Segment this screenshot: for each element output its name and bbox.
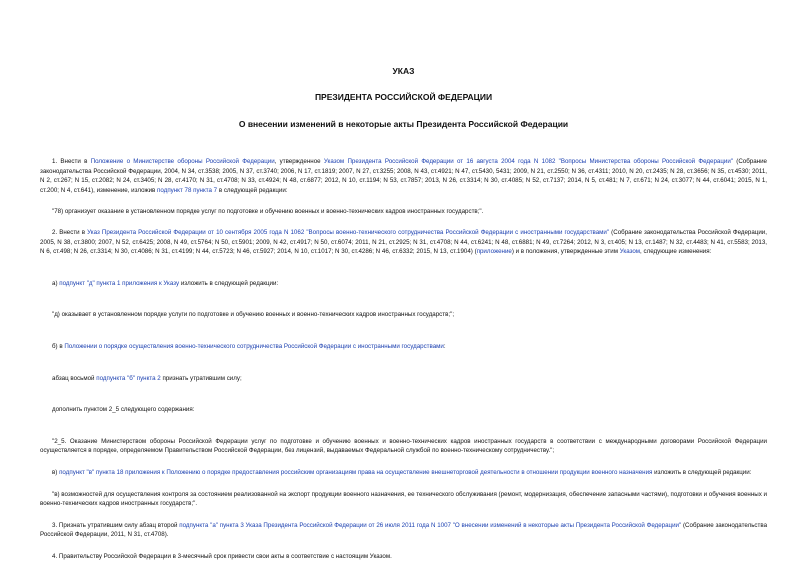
link-decree-1062[interactable]: Указ Президента Российской Федерации от 10 сентября 2005 года N 1062 "Вопросы военно-технического сотрудничества Российской Федерации с иностранными государствами"	[87, 228, 610, 236]
paragraph-13: 4. Правительству Российской Федерации в 3-месячный срок привести свои акты в соответствие с настоящим Указом.	[52, 552, 392, 560]
link-subparagraph-78[interactable]: подпункт 78 пункта 7	[157, 186, 218, 194]
link-subparagraph-v[interactable]: подпункт "в" пункта 18 приложения к Положению о порядке предоставления российским организациям права на осуществление внешнеторговой деятельности в отношении продукции военного назначения	[59, 468, 653, 476]
paragraph-7: абзац восьмой подпункта "б" пункта 2 признать утратившим силу;	[52, 374, 242, 382]
paragraph-12: 3. Признать утратившим силу абзац второй подпункта "а" пункта 3 Указа Президента Российской Федерации от 26 июля 2011 года N 1007 "О внесении изменений в некоторые акты Президента Российской Федерации" (Собрание законодательства Российской Федерации, 2011, N 31, ст.4708).	[40, 521, 768, 539]
doc-issuer: ПРЕЗИДЕНТА РОССИЙСКОЙ ФЕДЕРАЦИИ	[314, 92, 493, 102]
doc-title: УКАЗ	[392, 66, 415, 76]
paragraph-2: "78) организует оказание в установленном порядке услуг по подготовке и обучению военных и военно-технических кадров иностранных государств;".	[52, 208, 484, 216]
paragraph-10: в) подпункт "в" пункта 18 приложения к Положению о порядке предоставления российским организациям права на осуществление внешнеторговой деятельности в отношении продукции военного назначения изложить в следующей редакции:	[52, 468, 752, 476]
link-defense-ministry-regulation[interactable]: Положение о Министерстве обороны Российской Федерации	[90, 158, 275, 165]
paragraph-1: 1. Внести в Положение о Министерстве обороны Российской Федерации, утвержденное Указом Президента Российской Федерации от 16 августа 2004 года N 1082 "Вопросы Министерства обороны Российской Федерации" (Собрание законодательства Российской Федерации, 2004, N 34, ст.3538; 2005, N 37, ст.3740; 2006, N 17, ст.1819; 2007, N 27, ст.3255; 2008, N 43, ст.4921; N 47, ст.5430, 5431; 2009, N 21, ст.2550; N 36, ст.4311; 2010, N 20, ст.2435; N 28, ст.3656; N 35, ст.4530; 2011, N 2, ст.267; N 15, ст.2082; N 24, ст.3405; N 28, ст.4170; N 31, ст.4708; N 33, ст.4924; N 48, ст.6877; 2012, N 10, ст.1194; N 53, ст.7857; 2013, N 26, ст.3314; N 30, ст.4085; N 52, ст.7137; 2014, N 5, ст.481; N 7, ст.671; N 24, ст.3077; N 44, ст.6041; 2015, N 1, ст.200; N 4, ст.641), изменение, изложив подпункт 78 пункта 7 в следующей редакции:	[40, 158, 767, 194]
link-decree-1007[interactable]: подпункта "а" пункта 3 Указа Президента Российской Федерации от 26 июля 2011 года N 1007 "О внесении изменений в некоторые акты Президента Российской Федерации"	[179, 521, 682, 529]
doc-subtitle: О внесении изменений в некоторые акты Президента Российской Федерации	[238, 119, 569, 129]
link-subparagraph-b[interactable]: подпункта "б" пункта 2	[96, 374, 161, 382]
paragraph-9: "2_5. Оказание Министерством обороны Российской Федерации услуг по подготовке и обучению военных и военно-технических кадров иностранных государств в соответствии с международными договорами Российской Федерации осуществляется в порядке, определяемом Правительством Российской Федерации, без лицензий, выдаваемых Федеральной службой по военно-техническому сотрудничеству.";	[40, 437, 767, 455]
paragraph-3: 2. Внести в Указ Президента Российской Федерации от 10 сентября 2005 года N 1062 "Вопросы военно-технического сотрудничества Российской Федерации с иностранными государствами" (Собрание законодательства Российской Федерации, 2005, N 38, ст.3800; 2007, N 52, ст.6425; 2008, N 49, ст.5764; N 50, ст.5901; 2009, N 42, ст.4917; N 50, ст.6074; 2011, N 21, ст.2925; N 31, ст.4708; N 44, ст.6241; N 48, ст.6881; N 49, ст.7264; 2012, N 3, ст.405; N 13, ст.1487; N 32, ст.4483; N 41, ст.5583; 2013, N 6, ст.498; N 26, ст.3314; N 30, ст.4086; N 31, ст.4199; N 44, ст.5723; N 46, ст.5927; 2014, N 10, ст.1017; N 30, ст.4286; N 46, ст.6332; 2015, N 13, ст.1904) (приложение) и в положения, утвержденные этим Указом, следующие изменения:	[40, 228, 767, 256]
link-appendix[interactable]: приложение	[476, 248, 512, 256]
link-subparagraph-d[interactable]: подпункт "д" пункта 1 приложения к Указу	[59, 279, 180, 287]
link-mtc-regulation[interactable]: Положении о порядке осуществления военно-технического сотрудничества Российской Федерации с иностранными государствами	[64, 342, 444, 350]
paragraph-4: а) подпункт "д" пункта 1 приложения к Указу изложить в следующей редакции:	[52, 279, 279, 287]
link-decree[interactable]: Указом	[619, 248, 641, 256]
paragraph-11: "в) возможностей для осуществления контроля за состоянием реализованной на экспорт продукции военного назначения, ее технического обслуживания (ремонт, модернизация, обеспечение запасными частями), подготовки и обучения военных и военно-технических кадров иностранных государств;".	[40, 490, 767, 508]
paragraph-5: "д) оказывает в установленном порядке услуги по подготовке и обучению военных и военно-технических кадров иностранных государств;";	[52, 311, 455, 319]
link-decree-1082[interactable]: Указом Президента Российской Федерации от 16 августа 2004 года N 1082 "Вопросы Министерства обороны Российской Федерации"	[323, 158, 734, 165]
paragraph-8: дополнить пунктом 2_5 следующего содержания:	[52, 406, 195, 414]
paragraph-6: б) в Положении о порядке осуществления военно-технического сотрудничества Российской Федерации с иностранными государствами:	[52, 342, 446, 350]
